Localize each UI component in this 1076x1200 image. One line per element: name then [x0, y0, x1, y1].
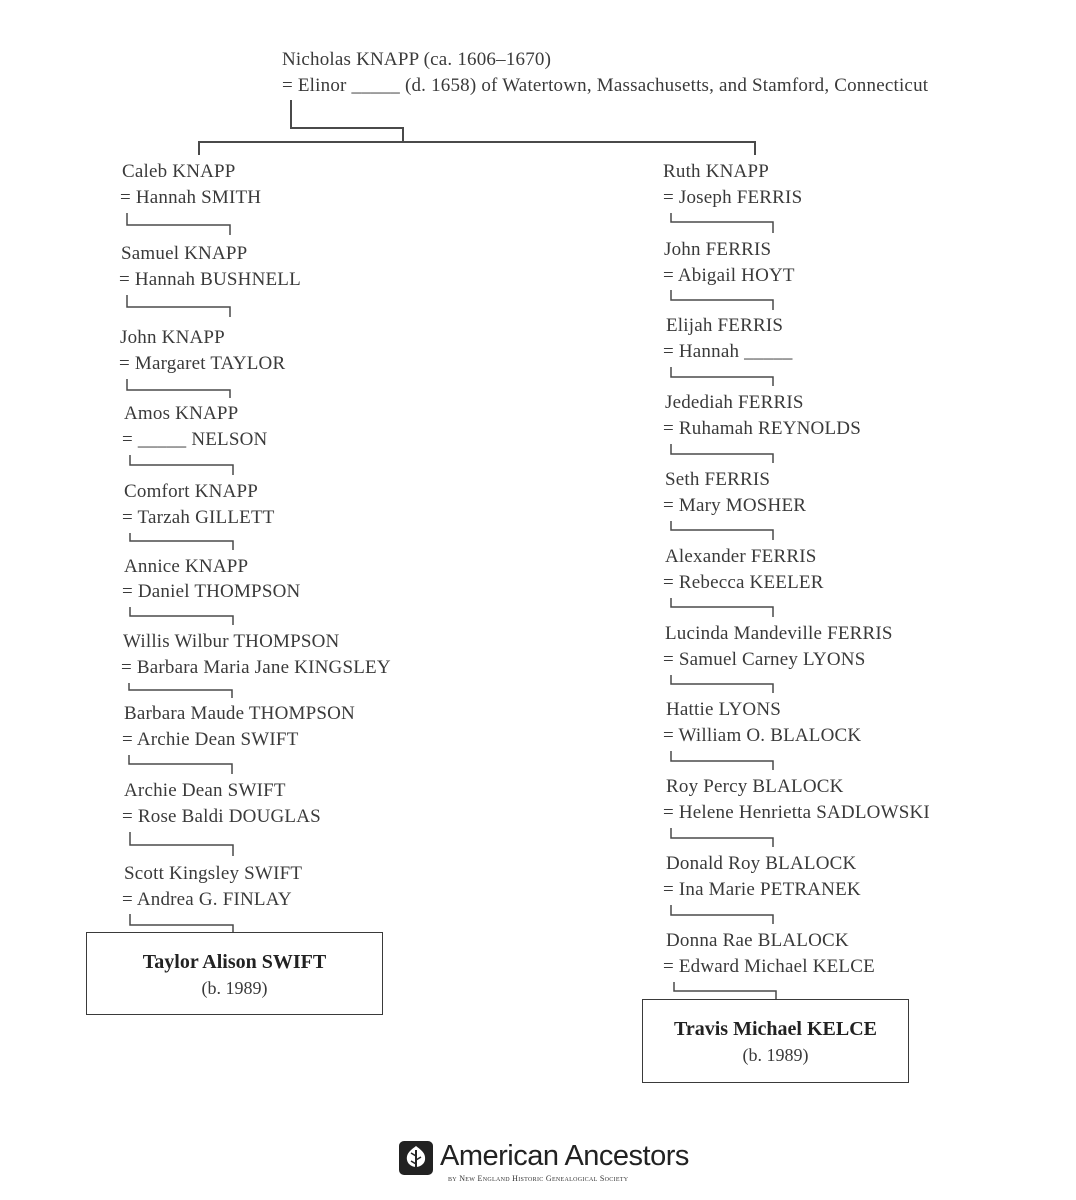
right-connector-2 — [671, 290, 773, 310]
logo-subtitle: by New England Historic Genealogical Society — [448, 1174, 629, 1183]
right-gen-3-person: Elijah FERRIS — [666, 315, 784, 336]
right-connector-5 — [671, 521, 773, 540]
right-connector-10 — [671, 905, 773, 924]
left-connector-6 — [130, 607, 233, 625]
right-gen-5-person: Seth FERRIS — [665, 469, 771, 490]
logo-name: American Ancestors — [440, 1140, 689, 1172]
right-connector-8 — [671, 751, 773, 770]
left-connector-9 — [130, 832, 233, 856]
left-gen-3-spouse: = Margaret TAYLOR — [119, 353, 286, 374]
left-connector-7 — [129, 683, 232, 698]
left-gen-10-person: Scott Kingsley SWIFT — [124, 863, 303, 884]
right-gen-9-person: Roy Percy BLALOCK — [666, 776, 844, 797]
leaf-icon — [398, 1140, 434, 1176]
right-gen-7-spouse: = Samuel Carney LYONS — [663, 649, 866, 670]
left-gen-1-spouse: = Hannah SMITH — [120, 187, 262, 208]
taylor-swift-box — [86, 932, 383, 1015]
right-gen-3-spouse: = Hannah _____ — [663, 341, 793, 362]
left-gen-7-spouse: = Barbara Maria Jane KINGSLEY — [121, 657, 391, 678]
left-connector-10 — [130, 914, 233, 933]
left-connector-4 — [130, 455, 233, 475]
left-gen-7-person: Willis Wilbur THOMPSON — [123, 631, 340, 652]
taylor-birth: (b. 1989) — [201, 978, 268, 998]
left-connector-5 — [130, 533, 233, 550]
right-gen-8-spouse: = William O. BLALOCK — [663, 725, 862, 746]
right-gen-2-spouse: = Abigail HOYT — [663, 265, 795, 286]
american-ancestors-logo — [398, 1138, 698, 1186]
right-connector-3 — [671, 367, 773, 386]
left-gen-6-person: Annice KNAPP — [124, 556, 249, 577]
left-gen-3-person: John KNAPP — [120, 327, 225, 348]
travis-birth: (b. 1989) — [742, 1045, 809, 1065]
left-gen-5-person: Comfort KNAPP — [124, 481, 259, 502]
left-gen-6-spouse: = Daniel THOMPSON — [122, 581, 301, 602]
root-person: Nicholas KNAPP (ca. 1606–1670) — [282, 49, 552, 70]
left-gen-8-person: Barbara Maude THOMPSON — [124, 703, 355, 724]
left-gen-1-person: Caleb KNAPP — [122, 161, 236, 182]
right-gen-9-spouse: = Helene Henrietta SADLOWSKI — [663, 802, 930, 823]
right-gen-1-person: Ruth KNAPP — [663, 161, 769, 182]
right-gen-7-person: Lucinda Mandeville FERRIS — [665, 623, 893, 644]
taylor-name: Taylor Alison SWIFT — [142, 951, 327, 973]
right-connector-9 — [671, 828, 773, 847]
travis-kelce-box — [642, 999, 909, 1083]
left-gen-9-person: Archie Dean SWIFT — [124, 780, 286, 801]
left-gen-4-person: Amos KNAPP — [124, 403, 239, 424]
left-gen-5-spouse: = Tarzah GILLETT — [122, 507, 275, 528]
left-gen-8-spouse: = Archie Dean SWIFT — [122, 729, 299, 750]
right-gen-5-spouse: = Mary MOSHER — [663, 495, 807, 516]
right-gen-4-spouse: = Ruhamah REYNOLDS — [663, 418, 861, 439]
left-connector-8 — [129, 755, 232, 774]
right-gen-10-person: Donald Roy BLALOCK — [666, 853, 857, 874]
left-connector-3 — [127, 379, 230, 398]
right-gen-4-person: Jedediah FERRIS — [665, 392, 804, 413]
right-gen-6-spouse: = Rebecca KEELER — [663, 572, 824, 593]
right-connector-7 — [671, 675, 773, 693]
right-connector-4 — [671, 444, 773, 463]
left-gen-9-spouse: = Rose Baldi DOUGLAS — [122, 806, 321, 827]
right-connector-6 — [671, 598, 773, 617]
travis-name: Travis Michael KELCE — [674, 1018, 877, 1040]
right-gen-10-spouse: = Ina Marie PETRANEK — [663, 879, 861, 900]
right-gen-8-person: Hattie LYONS — [666, 699, 782, 720]
right-gen-6-person: Alexander FERRIS — [665, 546, 817, 567]
left-gen-10-spouse: = Andrea G. FINLAY — [122, 889, 292, 910]
right-gen-1-spouse: = Joseph FERRIS — [663, 187, 803, 208]
right-connector-11 — [674, 982, 776, 1000]
right-connector-1 — [671, 213, 773, 233]
root-spouse: = Elinor _____ (d. 1658) of Watertown, Massachusetts, and Stamford, Connecticut — [282, 75, 929, 96]
left-connector-1 — [127, 213, 230, 235]
left-gen-2-person: Samuel KNAPP — [121, 243, 248, 264]
right-gen-2-person: John FERRIS — [664, 239, 772, 260]
left-connector-2 — [127, 295, 230, 317]
right-gen-11-person: Donna Rae BLALOCK — [666, 930, 849, 951]
left-gen-4-spouse: = _____ NELSON — [122, 429, 268, 450]
left-gen-2-spouse: = Hannah BUSHNELL — [119, 269, 301, 290]
right-gen-11-spouse: = Edward Michael KELCE — [663, 956, 875, 977]
